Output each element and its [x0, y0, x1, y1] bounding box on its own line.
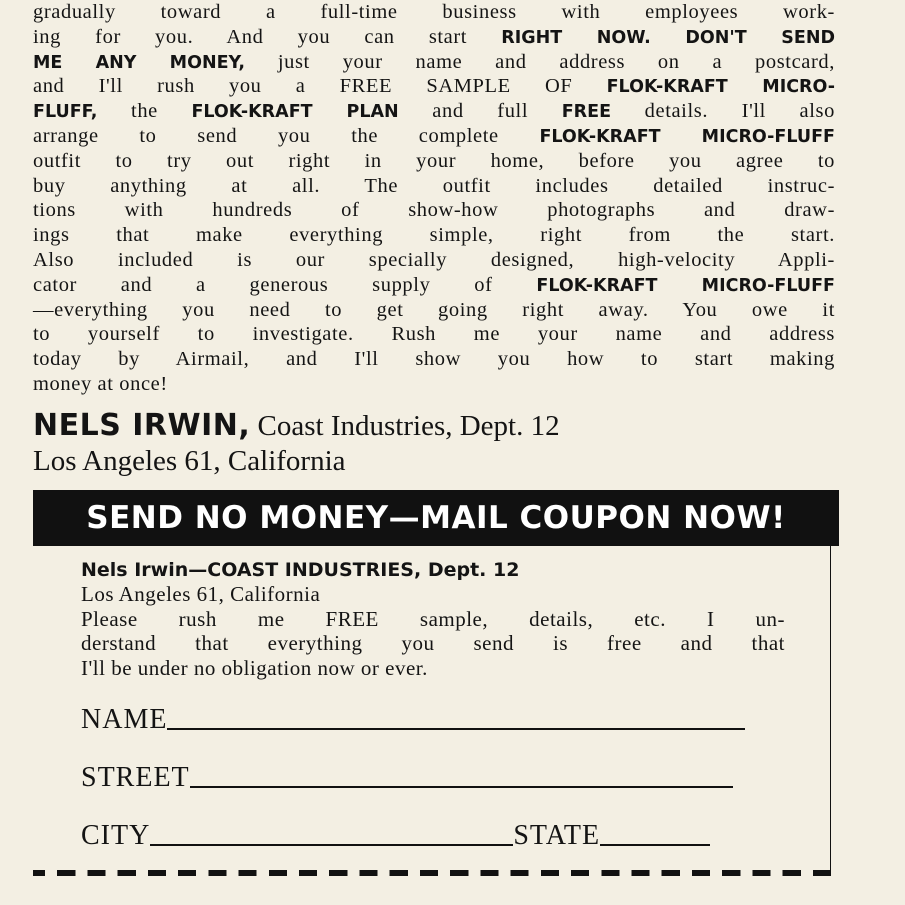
bold-text: RIGHT NOW. DON'T SEND — [501, 27, 835, 48]
street-line[interactable] — [190, 786, 733, 788]
body-line — [33, 248, 835, 273]
coupon-line: derstand that everything you send is free and that — [81, 631, 785, 655]
body-line — [33, 322, 835, 347]
body-line — [33, 198, 835, 223]
body-text: outfit to try out right in your home, before you agree to — [33, 149, 835, 172]
bold-text: ME ANY MONEY, — [33, 52, 245, 73]
body-text: —everything you need to get going right away. You owe it — [33, 298, 835, 321]
street-field[interactable] — [81, 762, 733, 794]
bold-text: FLOK-KRAFT MICRO-FLUFF — [536, 275, 835, 296]
coupon-line: I'll be under no obligation now or ever. — [81, 655, 428, 680]
bold-text: FLUFF, — [33, 102, 98, 123]
city-label: CITY — [81, 820, 151, 851]
city-state-field[interactable] — [81, 820, 710, 852]
body-line — [33, 174, 835, 199]
body-line — [33, 298, 835, 323]
body-text: money at once! — [33, 372, 168, 395]
city-line[interactable] — [150, 844, 513, 846]
body-text: just your name and address on a postcard, — [244, 50, 835, 73]
signature-name: NELS IRWIN, — [33, 408, 251, 443]
coupon-banner: SEND NO MONEY—MAIL COUPON NOW! — [33, 490, 839, 546]
signature-city: Los Angeles 61, California — [33, 445, 346, 477]
body-line — [33, 149, 835, 174]
coupon-line: Please rush me FREE sample, details, etc. I un- — [81, 606, 785, 631]
body-line — [33, 50, 835, 75]
body-text: to yourself to investigate. Rush me your name and address — [33, 323, 835, 346]
body-line — [33, 0, 835, 25]
body-text: today by Airmail, and I'll show you how to start making — [33, 348, 835, 371]
ad-body-text — [33, 0, 835, 397]
bold-text: FLOK-KRAFT PLAN — [191, 102, 399, 123]
body-line — [33, 99, 835, 124]
body-line — [33, 273, 835, 298]
name-label: NAME — [81, 704, 168, 735]
body-line — [33, 74, 835, 99]
body-text: cator and a generous supply of — [33, 273, 537, 296]
mail-coupon — [33, 546, 836, 876]
body-text: buy anything at all. The outfit includes detailed instruc- — [33, 174, 835, 197]
body-line — [33, 124, 835, 149]
body-text: ing for you. And you can start — [33, 25, 502, 48]
body-line — [33, 347, 835, 372]
name-field[interactable] — [81, 704, 745, 736]
signature-block — [33, 408, 560, 478]
body-line — [33, 223, 835, 248]
coupon-line: Los Angeles 61, California — [81, 582, 321, 606]
bold-text: FLOK-KRAFT MICRO-FLUFF — [539, 126, 835, 147]
body-text: details. I'll also — [611, 100, 835, 123]
coupon-header: Nels Irwin—COAST INDUSTRIES, Dept. 12 — [81, 559, 520, 581]
name-line[interactable] — [167, 728, 745, 730]
street-label: STREET — [81, 762, 190, 793]
body-text: ings that make everything simple, right from the start. — [33, 224, 835, 247]
body-text: gradually toward a full-time business with employees work- — [33, 1, 835, 23]
body-line — [33, 372, 835, 397]
state-line[interactable] — [600, 844, 710, 846]
bold-text: FREE — [561, 102, 612, 123]
body-text: the — [97, 100, 192, 123]
signature-company: Coast Industries, Dept. 12 — [250, 410, 560, 442]
bold-text: FLOK-KRAFT MICRO- — [606, 77, 835, 98]
body-text: arrange to send you the complete — [33, 124, 540, 147]
body-text: and I'll rush you a FREE SAMPLE OF — [33, 75, 607, 98]
state-label: STATE — [513, 820, 601, 851]
body-text: Also included is our specially designed, high-velocity Appli- — [33, 248, 835, 271]
body-line — [33, 25, 835, 50]
body-text: and full — [398, 100, 562, 123]
body-text: tions with hundreds of show-how photographs and draw- — [33, 199, 835, 222]
